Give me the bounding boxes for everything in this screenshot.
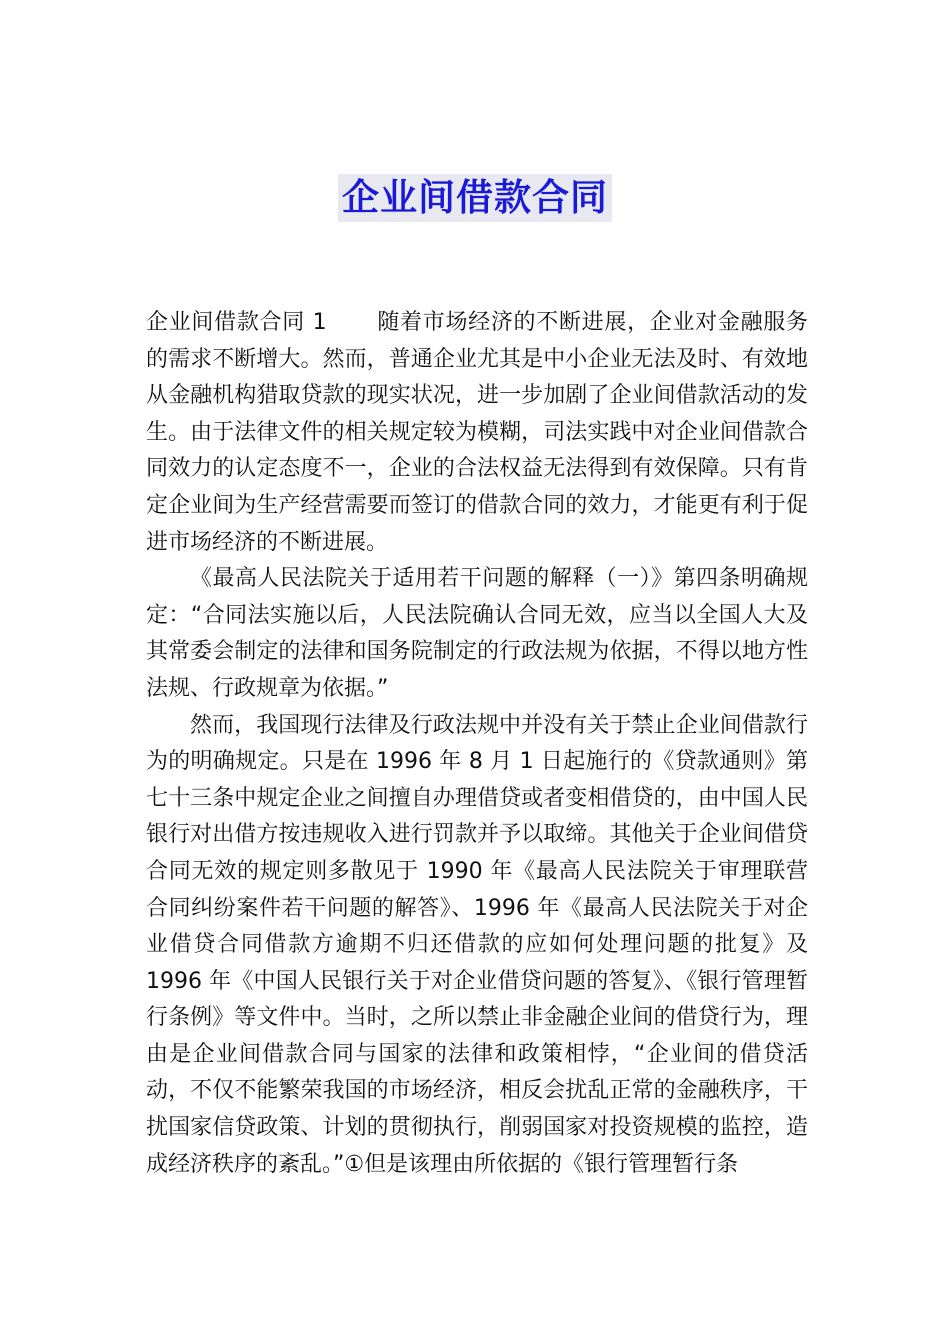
title-container bbox=[0, 174, 950, 222]
document-body bbox=[146, 305, 808, 1183]
paragraph-1-lead: 企业间借款合同 1 bbox=[146, 310, 327, 335]
document-title: 企业间借款合同 bbox=[338, 174, 612, 222]
paragraph-3: 然而，我国现行法律及行政法规中并没有关于禁止企业间借款行为的明确规定。只是在 1996 年 8 月 1 日起施行的《贷款通则》第七十三条中规定企业之间擅自办理借贷或者变相借贷的，由中国人民银行对出借方按违规收入进行罚款并予以取缔。其他关于企业间借贷合同无效的规定则多散见于 1990 年《最高人民法院关于审理联营合同纠纷案件若干问题的解答》、1996 年《最高人民法院关于对企业借贷合同借款方逾期不归还借款的应如何处理问题的批复》及 1996 年《中国人民银行关于对企业借贷问题的答复》、《银行管理暂行条例》等文件中。当时，之所以禁止非金融企业间的借贷行为，理由是企业间借款合同与国家的法律和政策相悖，“企业间的借贷活动，不仅不能繁荣我国的市场经济，相反会扰乱正常的金融秩序，干扰国家信贷政策、计划的贯彻执行，削弱国家对投资规模的监控，造成经济秩序的紊乱。”①但是该理由所依据的《银行管理暂行条 bbox=[146, 712, 808, 1177]
paragraph-1-text: 随着市场经济的不断进展，企业对金融服务的需求不断增大。然而，普通企业尤其是中小企业无法及时、有效地从金融机构猎取贷款的现实状况，进一步加剧了企业间借款活动的发生。由于法律文件的相关规定较为模糊，司法实践中对企业间借款合同效力的认定态度不一，企业的合法权益无法得到有效保障。只有肯定企业间为生产经营需要而签订的借款合同的效力，才能更有利于促进市场经济的不断进展。 bbox=[146, 310, 808, 555]
paragraph-2: 《最高人民法院关于适用若干问题的解释（一）》第四条明确规定：“合同法实施以后，人民法院确认合同无效，应当以全国人大及其常委会制定的法律和国务院制定的行政法规为依据，不得以地方性法规、行政规章为依据。” bbox=[146, 566, 808, 701]
paragraph-1 bbox=[146, 305, 808, 561]
